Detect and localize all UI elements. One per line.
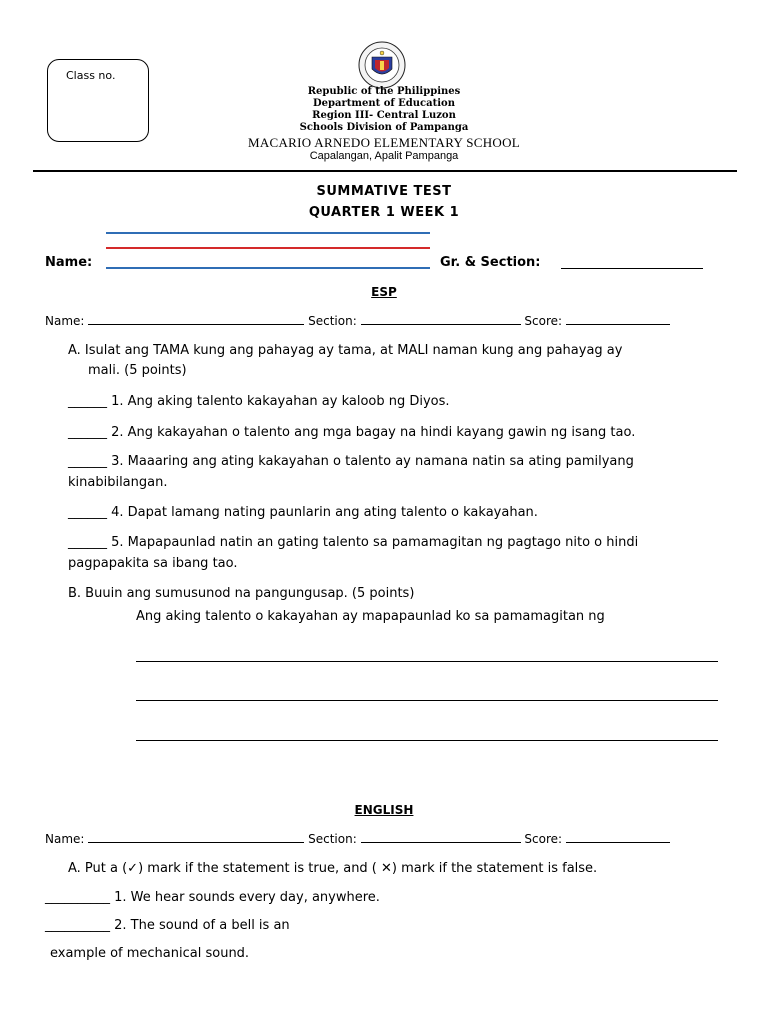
item-text: 2. The sound of a bell is an [110,918,290,933]
item-text-cont: example of mechanical sound. [50,946,250,961]
list-item [68,394,450,409]
list-item [68,505,538,520]
esp-part-a-instruction: A. Isulat ang TAMA kung ang pahayag ay tama, at MALI naman kung ang pahayag ay [68,343,623,358]
english-section-label: Section: [308,832,357,846]
esp-part-a-instruction-cont: mali. (5 points) [88,363,187,378]
english-info-row [45,832,670,846]
answer-blank[interactable]: ______ [68,394,107,409]
item-text: 1. Ang aking talento kakayahan ay kaloob ng Diyos. [107,394,450,409]
english-section-field[interactable] [361,832,521,843]
answer-blank[interactable]: ______ [68,535,107,550]
class-number-label: Class no. [66,69,116,82]
english-part-a-instruction: A. Put a (✓) mark if the statement is true, and ( ✕) mark if the statement is false. [68,861,598,876]
esp-part-b-prompt: Ang aking talento o kakayahan ay mapapaunlad ko sa pamamagitan ng [136,609,605,624]
answer-line-1[interactable] [136,661,718,662]
header-department: Department of Education [313,98,455,109]
esp-name-label: Name: [45,314,85,328]
esp-score-label: Score: [524,314,563,328]
blue-guide-line [106,232,430,234]
esp-part-b-instruction: B. Buuin ang sumusunod na pangungusap. (5 points) [68,586,415,601]
red-guide-line [106,247,430,249]
deped-seal-icon [358,41,406,89]
header-school-name: MACARIO ARNEDO ELEMENTARY SCHOOL [247,135,521,150]
item-text: 4. Dapat lamang nating paunlarin ang ating talento o kakayahan. [107,505,538,520]
esp-heading: ESP [371,285,397,299]
list-item [68,425,635,440]
esp-name-field[interactable] [88,314,304,325]
answer-line-2[interactable] [136,700,718,701]
header-region: Region III- Central Luzon [312,110,456,121]
list-item [45,890,380,905]
item-text: 5. Mapapaunlad natin an gating talento sa pamamagitan ng pagtago nito o hindi [107,535,639,550]
student-name-label: Name: [45,255,93,270]
item-text-cont: pagpapakita sa ibang tao. [68,556,238,571]
item-text-cont: kinabibilangan. [68,475,168,490]
item-text: 2. Ang kakayahan o talento ang mga bagay na hindi kayang gawin ng isang tao. [107,425,636,440]
answer-blank[interactable]: __________ [45,890,110,905]
grade-section-label: Gr. & Section: [440,255,541,270]
answer-blank[interactable]: ______ [68,505,107,520]
esp-score-field[interactable] [566,314,670,325]
item-text: 1. We hear sounds every day, anywhere. [110,890,380,905]
header-republic: Republic of the Philippines [307,86,461,97]
esp-section-label: Section: [308,314,357,328]
list-item [45,918,290,933]
english-name-field[interactable] [88,832,304,843]
list-item [68,535,638,550]
header-divider [33,170,737,172]
answer-line-3[interactable] [136,740,718,741]
esp-info-row [45,314,670,328]
list-item [68,454,634,469]
answer-blank[interactable]: ______ [68,425,107,440]
header-division: Schools Division of Pampanga [299,122,469,133]
english-heading: ENGLISH [354,803,414,817]
english-score-label: Score: [524,832,563,846]
test-quarter-week: QUARTER 1 WEEK 1 [308,205,460,220]
esp-section-field[interactable] [361,314,521,325]
item-text: 3. Maaaring ang ating kakayahan o talento ay namana natin sa ating pamilyang [107,454,634,469]
english-name-label: Name: [45,832,85,846]
answer-blank[interactable]: ______ [68,454,107,469]
grade-section-field[interactable] [561,268,703,269]
student-name-field[interactable] [106,267,430,269]
answer-blank[interactable]: __________ [45,918,110,933]
english-score-field[interactable] [566,832,670,843]
header-school-address: Capalangan, Apalit Pampanga [309,150,459,162]
test-title: SUMMATIVE TEST [316,184,452,199]
